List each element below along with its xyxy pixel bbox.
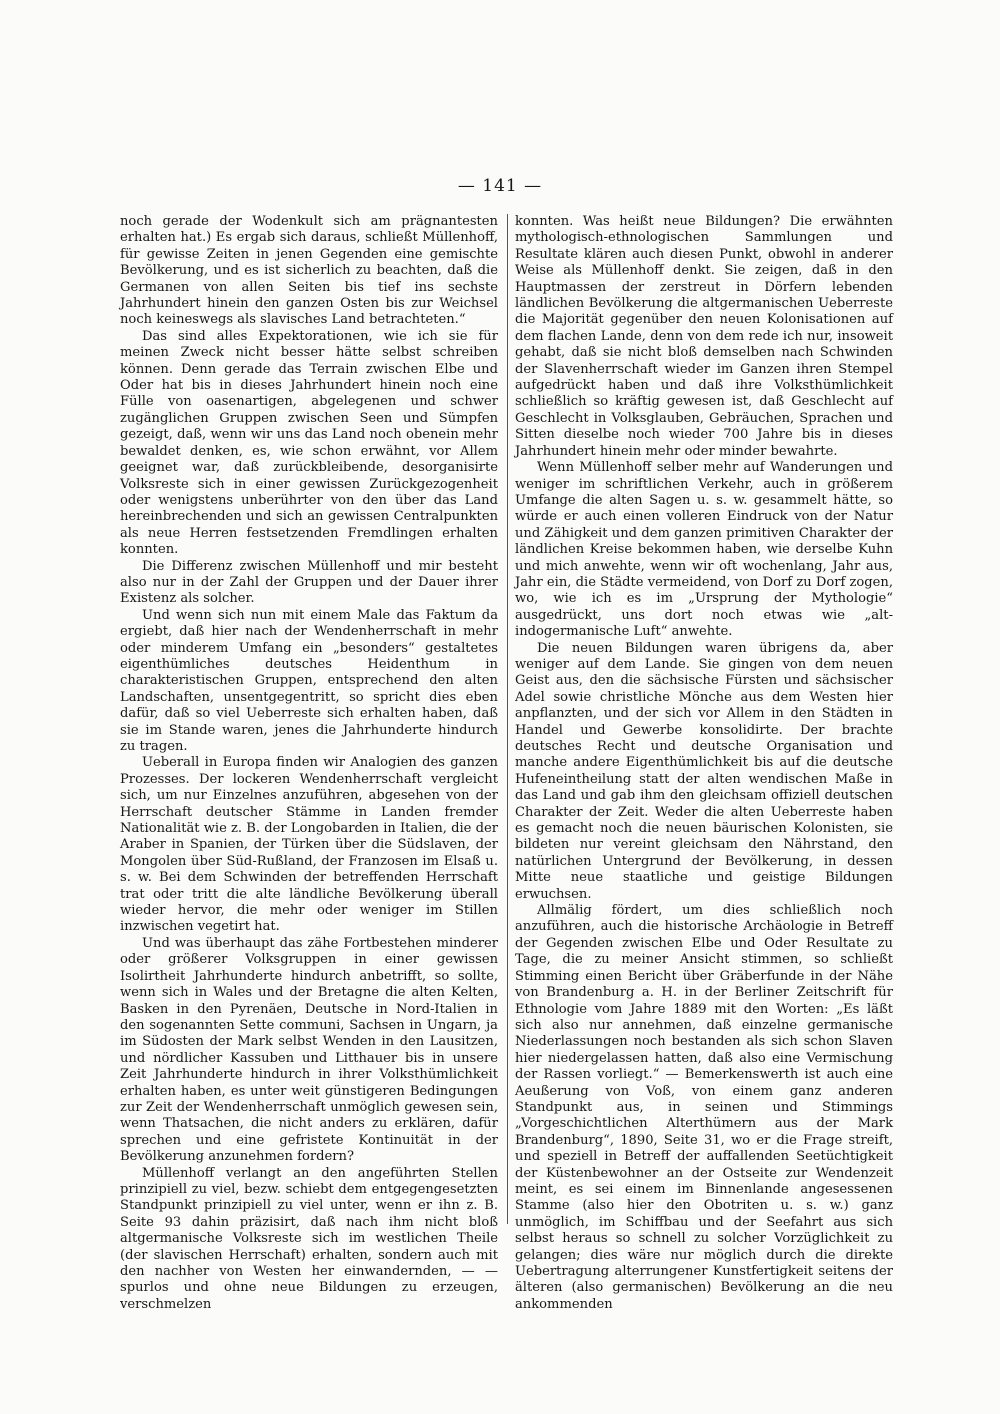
paragraph: Und was überhaupt das zähe Fortbestehen minderer oder größerer Volksgruppen in einer gewissen Isolirtheit Jahrhunderte hindurch anbetrifft, so sollte, wenn sich in Wales und der Bretagne die alten Kelten, Basken in den Pyrenäen, Deutsche in Nord-Italien in den sogenannten Sette communi, Sachsen in Ungarn, ja im Südosten der Mark selbst Wenden in den Lausitzen, und nördlicher Kassuben und Litthauer bis in unsere Zeit Jahrhunderte hindurch in ihrer Volksthümlichkeit erhalten haben, es unter weit günstigeren Bedingungen zur Zeit der Wendenherrschaft unmöglich gewesen sein, wenn Thatsachen, die nicht anders zu erklären, dafür sprechen und eine gefristete Kontinuität in der Bevölkerung anzunehmen fordern? xyxy=(120,935,498,1165)
page-number: — 141 — xyxy=(457,176,543,196)
column-divider xyxy=(507,214,508,1224)
paragraph: Und wenn sich nun mit einem Male das Faktum da ergiebt, daß hier nach der Wendenherrschaft in mehr oder minderem Umfang ein „besonders“ gestaltetes eigenthümliches deutsches Heidenthum in charakteristischen Gruppen, entsprechend den alten Landschaften, unsentgegentritt, so spricht dies eben dafür, daß so viel Ueberreste sich erhalten haben, daß sie im Stande waren, jenes die Jahrhunderte hindurch zu tragen. xyxy=(120,607,498,754)
paragraph: Müllenhoff verlangt an den angeführten Stellen prinzipiell zu viel, bezw. schiebt dem entgegengesetzten Standpunkt prinzipiell zu viel unter, wenn er ihn z. B. Seite 93 dahin präzisirt, daß nach ihm nicht bloß altgermanische Volksreste sich im westlichen Theile (der slavischen Herrschaft) erhalten, sondern auch mit den nachher von Westen her einwandernden, — — spurlos und ohne neue Bildungen zu erzeugen, verschmelzen xyxy=(120,1165,498,1312)
right-column xyxy=(515,214,893,1313)
paragraph: Die neuen Bildungen waren übrigens da, aber weniger auf dem Lande. Sie gingen von dem neuen Geist aus, den die sächsische Fürsten und sächsischer Adel sowie christliche Mönche aus dem Westen hier anpflanzten, und der sich vor Allem in den Städten in Handel und Gewerbe konsolidirte. Der brachte deutsches Recht und deutsche Organisation und manche andere Eigenthümlichkeit bis auf die deutsche Hufeneintheilung statt der alten wendischen Maße in das Land und gab ihm den gleichsam offiziell deutschen Charakter der Zeit. Weder die alten Ueberreste haben es gemacht noch die neuen bäurischen Kolonisten, sie bildeten nur vereint gleichsam den Nährstand, den natürlichen Untergrund der Bevölkerung, in dessen Mitte neue staatliche und geistige Bildungen erwuchsen. xyxy=(515,640,893,902)
paragraph: Die Differenz zwischen Müllenhoff und mir besteht also nur in der Zahl der Gruppen und der Dauer ihrer Existenz als solcher. xyxy=(120,558,498,607)
paragraph: Das sind alles Expektorationen, wie ich sie für meinen Zweck nicht besser hätte selbst schreiben können. Denn gerade das Terrain zwischen Elbe und Oder hat bis in dieses Jahrhundert hinein noch eine Fülle von oasenartigen, abgelegenen und schwer zugänglichen Gruppen zwischen Seen und Sümpfen gezeigt, daß, wenn wir uns das Land noch obenein mehr bewaldet denken, es, wie schon erwähnt, vor Allem geeignet war, daß zurückbleibende, desorganisirte Volksreste sich in einer gewissen Zurückgezogenheit oder wenigstens unberührter von den über das Land hereinbrechenden und sich an gewissen Centralpunkten als neue Herren festsetzenden Fremdlingen erhalten konnten. xyxy=(120,328,498,558)
paragraph: Allmälig fördert, um dies schließlich noch anzuführen, auch die historische Archäologie in Betreff der Gegenden zwischen Elbe und Oder Resultate zu Tage, die zu meiner Ansicht stimmen, so schließt Stimming einen Bericht über Gräberfunde in der Nähe von Brandenburg a. H. in der Berliner Zeitschrift für Ethnologie vom Jahre 1889 mit den Worten: „Es läßt sich also nur annehmen, daß einzelne germanische Niederlassungen noch bestanden als sich schon Slaven hier niedergelassen hatten, daß also eine Vermischung der Rassen vorliegt.“ — Bemerkenswerth ist auch eine Aeußerung von Voß, von einem ganz anderen Standpunkt aus, in seinen und Stimmings „Vorgeschichtlichen Alterthümern aus der Mark Brandenburg“, 1890, Seite 31, wo er die Frage streift, und speziell in Betreff der auffallenden Seetüchtigkeit der Küstenbewohner an der Ostseite zur Wendenzeit meint, es sei einem im Binnenlande angesessenen Stamme (also hier den Obotriten u. s. w.) ganz unmöglich, im Schiffbau und der Seefahrt aus sich selbst heraus so schnell zu solcher Vorzüglichkeit zu gelangen; dies wäre nur möglich durch die direkte Uebertragung alterrungener Kunstfertigkeit seitens der älteren (also germanischen) Bevölkerung an die neu ankommenden xyxy=(515,903,893,1312)
paragraph: Wenn Müllenhoff selber mehr auf Wanderungen und weniger im schriftlichen Verkehr, auch in größerem Umfange die alten Sagen u. s. w. gesammelt hätte, so würde er auch einen volleren Eindruck von der Natur und Zähigkeit und dem ganzen primitiven Charakter der ländlichen Kreise bekommen haben, wie derselbe Kuhn und mich anwehte, wenn wir oft wochenlang, Jahr aus, Jahr ein, die Städte vermeidend, von Dorf zu Dorf zogen, wo, wie ich es im „Ursprung der Mythologie“ ausgedrückt, uns dort noch etwas wie „alt-indogermanische Luft“ anwehte. xyxy=(515,460,893,640)
left-column xyxy=(120,214,498,1313)
paragraph: Ueberall in Europa finden wir Analogien des ganzen Prozesses. Der lockeren Wendenherrschaft vergleicht sich, um nur Einzelnes anzuführen, abgesehen von der Herrschaft deutscher Stämme in Landen fremder Nationalität wie z. B. der Longobarden in Italien, die der Araber in Spanien, der Türken über die Südslaven, der Mongolen über Süd-Rußland, der Franzosen im Elsaß u. s. w. Bei dem Schwinden der betreffenden Herrschaft trat oder tritt die alte ländliche Bevölkerung überall wieder hervor, die mehr oder weniger im Stillen inzwischen vegetirt hat. xyxy=(120,755,498,935)
paragraph: noch gerade der Wodenkult sich am prägnantesten erhalten hat.) Es ergab sich daraus, schließt Müllenhoff, für gewisse Zeiten in jenen Gegenden eine gemischte Bevölkerung, und es ist sicherlich zu beachten, daß die Germanen von allen Seiten bis tief ins sechste Jahrhundert hinein den ganzen Osten bis zur Weichsel noch keineswegs als slavisches Land betrachteten.“ xyxy=(120,214,498,328)
paragraph: konnten. Was heißt neue Bildungen? Die erwähnten mythologisch-ethnologischen Sammlungen und Resultate klären auch diesen Punkt, obwohl in anderer Weise als Müllenhoff denkt. Sie zeigen, daß in den Hauptmassen der zerstreut in Dörfern lebenden ländlichen Bevölkerung die altgermanischen Ueberreste die Majorität gegenüber den neuen Kolonisationen auf dem flachen Lande, denn von dem rede ich nur, insoweit gehabt, daß sie nicht bloß demselben nach Schwinden der Slavenherrschaft wieder im Ganzen ihren Stempel aufgedrückt haben und daß ihre Volksthümlichkeit schließlich so kräftig gewesen ist, daß Geschlecht auf Geschlecht in Volksglauben, Gebräuchen, Sprachen und Sitten dieselbe noch wieder 700 Jahre bis in dieses Jahrhundert hinein mehr oder minder bewahrte. xyxy=(515,214,893,459)
